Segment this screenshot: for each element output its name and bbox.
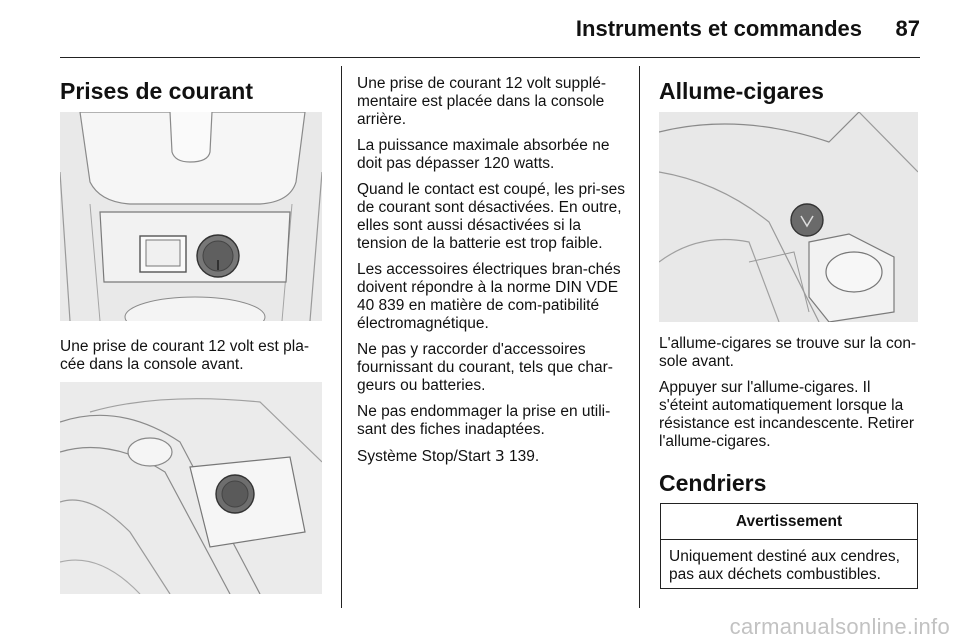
paragraph: Appuyer sur l'allume-cigares. Il s'éteint automatiquement lorsque la résistance est incandescente. Retirer l'allume-cigares. [659,379,915,450]
paragraph: Quand le contact est coupé, les pri-ses de courant sont désactivées. En outre, elles sont aussi désactivées si la tension de la batterie est trop faible. [357,181,625,252]
paragraph: Une prise de courant 12 volt supplé-mentaire est placée dans la console arrière. [357,75,607,128]
column-3-text [659,335,921,459]
warning-box [660,503,918,589]
warning-text: Uniquement destiné aux cendres, pas aux déchets combustibles. [669,548,900,583]
paragraph: Ne pas y raccorder d'accessoires fournissant du courant, tels que char-geurs ou batteries. [357,341,613,394]
section-heading-cigarette-lighter: Allume-cigares [659,78,824,104]
page-number: 87 [895,16,920,41]
caption-text: Une prise de courant 12 volt est pla-cée dans la console avant. [60,338,309,373]
paragraph: Les accessoires électriques bran-chés doivent répondre à la norme DIN VDE 40 839 en matière de com-patibilité électromagnétique. [357,261,621,332]
warning-title: Avertissement [661,504,917,540]
cross-reference[interactable] [357,447,625,466]
reference-label: Système Stop/Start [357,448,491,465]
column-divider-2 [639,66,640,608]
figure-rear-console-outlet [60,382,322,594]
reference-page: 139. [509,448,540,465]
page-header-title: Instruments et commandes [575,16,862,41]
column-2-text [357,75,625,474]
reference-arrow-icon: 3 [494,447,505,465]
header-rule [60,57,920,58]
paragraph: L'allume-cigares se trouve sur la con-sole avant. [659,335,917,370]
watermark: carmanualsonline.info [729,614,950,639]
column-divider-1 [341,66,342,608]
figure-cigarette-lighter [659,112,918,322]
section-heading-ashtrays: Cendriers [659,470,767,496]
paragraph: Ne pas endommager la prise en utili-sant des fiches inadaptées. [357,403,611,438]
caption-front-outlet [60,338,325,382]
section-heading-power-outlets: Prises de courant [60,78,254,104]
figure-front-console-outlet [60,112,322,321]
paragraph: La puissance maximale absorbée ne doit pas dépasser 120 watts. [357,137,610,172]
